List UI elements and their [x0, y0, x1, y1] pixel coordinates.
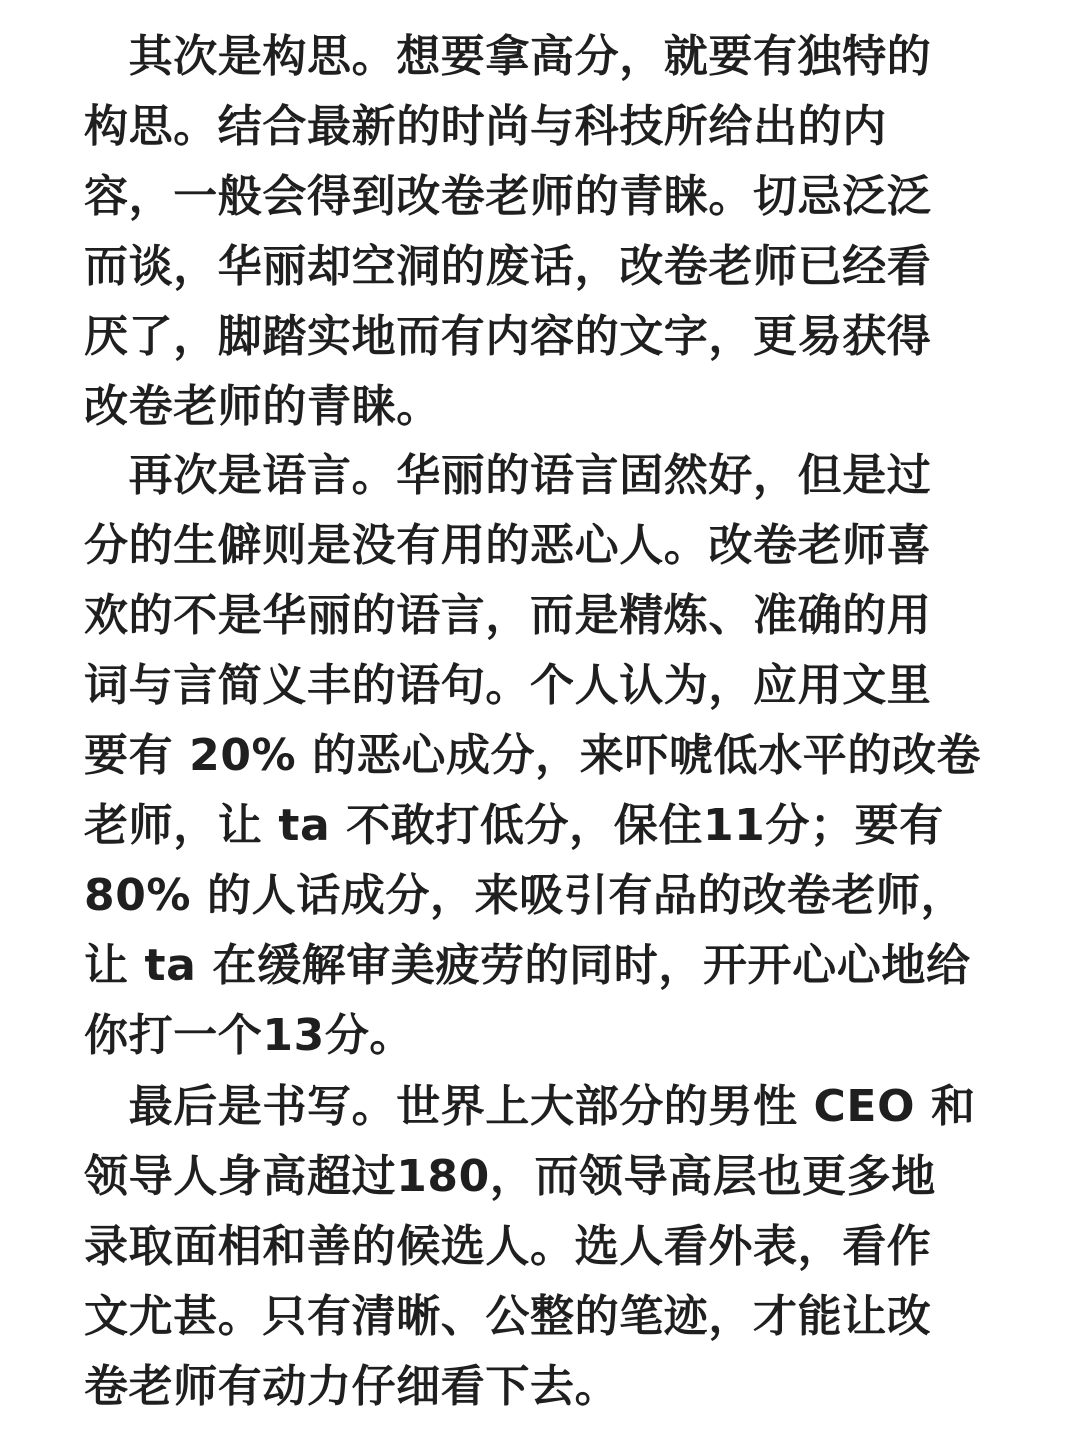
text-line: 卷老师有动力仔细看下去。	[84, 1361, 620, 1412]
text-line: 分的生僻则是没有用的恶心人。改卷老师喜	[84, 520, 932, 571]
text-line: 词与言简义丰的语句。个人认为，应用文里	[84, 660, 932, 711]
text-line: 老师，让 ta 不敢打低分，保住11分；要有	[84, 800, 944, 851]
paragraph-conception	[84, 22, 1014, 442]
text-line: 领导人身高超过180，而领导高层也更多地	[84, 1151, 936, 1202]
text-line: 文尤甚。只有清晰、公整的笔迹，才能让改	[84, 1291, 932, 1342]
text-line: 你打一个13分。	[84, 1010, 415, 1061]
paragraph-language	[84, 441, 1014, 1071]
text-line: 最后是书写。世界上大部分的男性 CEO 和	[84, 1081, 976, 1132]
text-line: 欢的不是华丽的语言，而是精炼、准确的用	[84, 590, 932, 641]
text-line: 80% 的人话成分，来吸引有品的改卷老师，	[84, 870, 966, 921]
text-line: 录取面相和善的候选人。选人看外表，看作	[84, 1221, 932, 1272]
text-line: 其次是构思。想要拿高分，就要有独特的	[84, 31, 932, 82]
text-line: 厌了，脚踏实地而有内容的文字，更易获得	[84, 311, 932, 362]
text-line: 让 ta 在缓解审美疲劳的同时，开开心心地给	[84, 940, 971, 991]
text-line: 改卷老师的青睐。	[84, 381, 441, 432]
text-line: 而谈，华丽却空洞的废话，改卷老师已经看	[84, 241, 932, 292]
text-line: 构思。结合最新的时尚与科技所给出的内	[84, 101, 887, 152]
text-line: 再次是语言。华丽的语言固然好，但是过	[84, 450, 932, 501]
text-line: 要有 20% 的恶心成分，来吓唬低水平的改卷	[84, 730, 982, 781]
text-line: 容，一般会得到改卷老师的青睐。切忌泛泛	[84, 171, 932, 222]
paragraph-handwriting	[84, 1072, 1014, 1422]
